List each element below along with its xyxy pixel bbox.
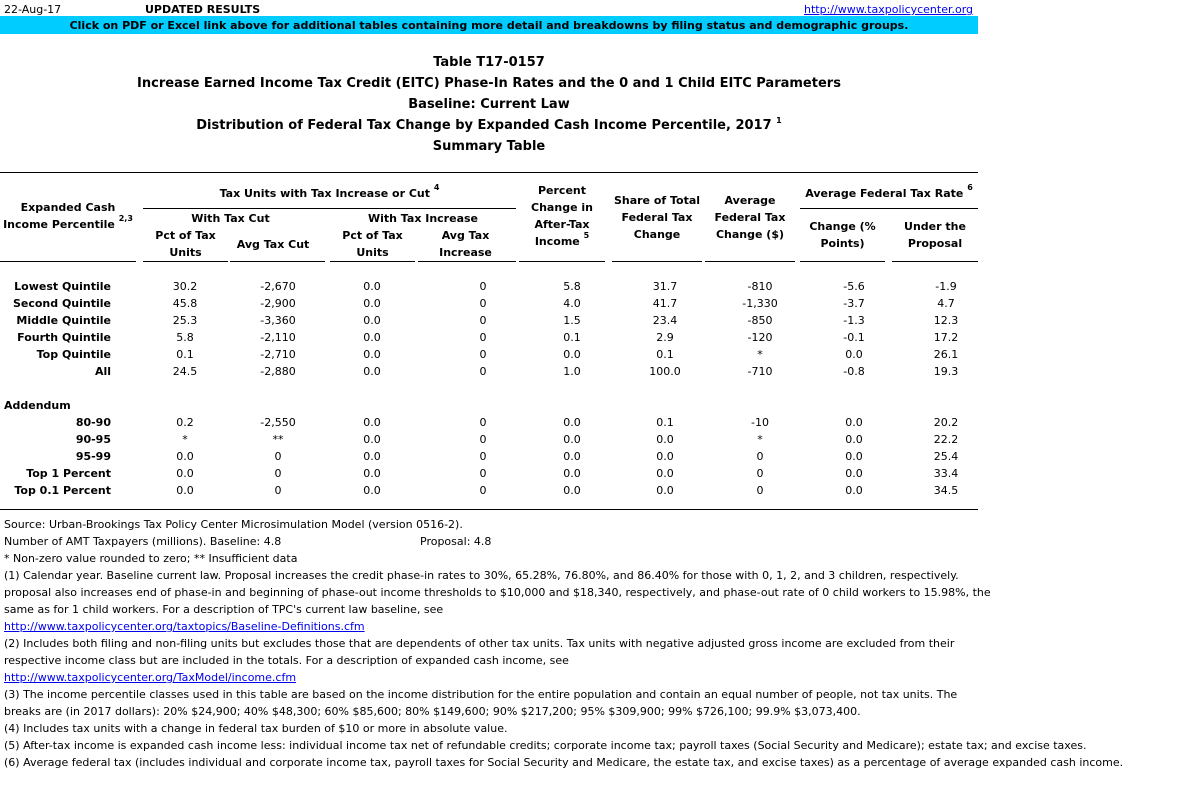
table-cell: 0.0 xyxy=(363,416,381,429)
table-cell: -2,550 xyxy=(260,416,296,429)
table-cell: -3.7 xyxy=(843,297,865,310)
col-tax-units-group: Tax Units with Tax Increase or Cut $^4$ xyxy=(219,183,440,200)
table-cell: 2.9 xyxy=(656,331,674,344)
title-line2: Baseline: Current Law xyxy=(408,97,570,112)
table-cell: -2,670 xyxy=(260,280,296,293)
table-cell: 0.0 xyxy=(656,484,674,497)
table-cell: 0.0 xyxy=(363,433,381,446)
table-cell: 22.2 xyxy=(933,433,959,446)
table-cell: 0.1 xyxy=(563,331,581,344)
avg-rate-rule xyxy=(800,208,978,209)
title-line3-text: Distribution of Federal Tax Change by Expanded Cash Income Percentile, 2017 xyxy=(196,118,772,133)
status-label: UPDATED RESULTS xyxy=(145,3,261,16)
table-cell: 0.0 xyxy=(563,433,581,446)
table-cell: ** xyxy=(272,433,284,446)
source-note: Source: Urban-Brookings Tax Policy Center Microsimulation Model (version 0516-2). xyxy=(4,518,463,531)
table-cell: 20.2 xyxy=(933,416,959,429)
header-bottom-rule xyxy=(0,261,136,262)
table-cell: 0.1 xyxy=(656,348,674,361)
table-cell: 0.0 xyxy=(363,280,381,293)
legend-note: * Non-zero value rounded to zero; ** Insufficient data xyxy=(4,552,298,565)
col-avg-tax-cut: Avg Tax Cut xyxy=(236,238,310,251)
table-cell: 0.2 xyxy=(176,416,194,429)
income-definition-link[interactable]: http://www.taxpolicycenter.org/TaxModel/income.cfm xyxy=(4,671,297,684)
table-cell: 30.2 xyxy=(172,280,198,293)
table-cell: 0.0 xyxy=(363,484,381,497)
table-cell: 0.0 xyxy=(563,467,581,480)
row-label: 80-90 xyxy=(75,416,111,429)
table-cell: -850 xyxy=(747,314,773,327)
table-cell: -1,330 xyxy=(742,297,778,310)
table-cell: 0 xyxy=(479,348,487,361)
table-cell: 0 xyxy=(479,297,487,310)
table-cell: 0.0 xyxy=(656,467,674,480)
row-label: 95-99 xyxy=(75,450,111,463)
table-cell: -2,710 xyxy=(260,348,296,361)
table-cell: 0 xyxy=(479,484,487,497)
row-label: Lowest Quintile xyxy=(14,280,111,293)
table-cell: -120 xyxy=(747,331,773,344)
row-label: All xyxy=(94,365,111,378)
col-rate-under: Under the Proposal xyxy=(904,220,966,250)
banner-text: Click on PDF or Excel link above for additional tables containing more detail and breakdowns by filing status and demographic groups. xyxy=(69,19,909,32)
title-footnote-ref: 1 xyxy=(776,116,782,125)
table-cell: 0.0 xyxy=(363,467,381,480)
table-cell: * xyxy=(757,433,763,446)
table-cell: 5.8 xyxy=(563,280,581,293)
title-line3 xyxy=(0,118,978,133)
table-cell: 0 xyxy=(479,416,487,429)
table-cell: 0.0 xyxy=(176,484,194,497)
table-cell: 0.0 xyxy=(363,450,381,463)
table-cell: -2,880 xyxy=(260,365,296,378)
table-cell: 17.2 xyxy=(933,331,959,344)
col-pct-units-inc: Pct of Tax Units xyxy=(342,229,403,259)
table-cell: 0 xyxy=(479,433,487,446)
row-label: Top 1 Percent xyxy=(26,467,111,480)
table-cell: 12.3 xyxy=(933,314,959,327)
col-share-total: Share of Total Federal Tax Change xyxy=(613,194,701,241)
footnote-2a: (2) Includes both filing and non-filing units but excludes those that are dependents of other tax units. Tax units with negative adjusted gross income are excluded from their xyxy=(4,637,955,650)
table-cell: 0.0 xyxy=(563,416,581,429)
table-cell: 19.3 xyxy=(933,365,959,378)
amt-proposal-note: Proposal: 4.8 xyxy=(420,535,492,548)
table-cell: 0.0 xyxy=(363,365,381,378)
table-cell: -810 xyxy=(747,280,773,293)
tax-units-rule xyxy=(143,208,516,209)
table-cell: 4.7 xyxy=(937,297,955,310)
col-avg-fed-change: Average Federal Tax Change ($) xyxy=(714,194,786,241)
footnote-2b: respective income class but are included in the totals. For a description of expanded cash income, see xyxy=(4,654,569,667)
footnote-3b: breaks are (in 2017 dollars): 20% $24,900; 40% $48,300; 60% $85,600; 80% $149,600; 90% $217,200; 95% $309,900; 99% $726,100; 99.9% $3,073,400. xyxy=(4,705,861,718)
table-cell: 0 xyxy=(756,450,764,463)
amt-note: Number of AMT Taxpayers (millions). Baseline: 4.8 xyxy=(4,535,282,548)
footnote-1a: (1) Calendar year. Baseline current law. Proposal increases the credit phase-in rates to 30%, 65.28%, 76.80%, and 86.40% for those with 0, 1, 2, and 3 children, respectively. xyxy=(4,569,959,582)
title-line4: Summary Table xyxy=(432,139,546,154)
col-avg-tax-inc: Avg Tax Increase xyxy=(439,229,492,259)
table-cell: 0.0 xyxy=(563,484,581,497)
table-cell: 0 xyxy=(756,467,764,480)
table-cell: 0.1 xyxy=(176,348,194,361)
footnote-4: (4) Includes tax units with a change in federal tax burden of $10 or more in absolute value. xyxy=(4,722,508,735)
table-cell: 0.0 xyxy=(176,467,194,480)
table-cell: 25.3 xyxy=(172,314,198,327)
table-id: Table T17-0157 xyxy=(433,55,545,70)
table-cell: -3,360 xyxy=(260,314,296,327)
row-label: Fourth Quintile xyxy=(17,331,111,344)
table-cell: 0.0 xyxy=(563,348,581,361)
table-cell: -710 xyxy=(747,365,773,378)
table-cell: 0.0 xyxy=(363,314,381,327)
table-cell: -0.8 xyxy=(843,365,865,378)
table-cell: 0.0 xyxy=(845,450,863,463)
table-cell: 0 xyxy=(756,484,764,497)
table-cell: 24.5 xyxy=(172,365,198,378)
row-label: Middle Quintile xyxy=(16,314,111,327)
table-cell: 0.0 xyxy=(363,331,381,344)
table-cell: 0.0 xyxy=(845,348,863,361)
table-cell: 34.5 xyxy=(933,484,959,497)
table-cell: 0.0 xyxy=(563,450,581,463)
table-cell: -1.9 xyxy=(935,280,957,293)
table-cell: -1.3 xyxy=(843,314,865,327)
table-cell: 4.0 xyxy=(563,297,581,310)
table-cell: * xyxy=(757,348,763,361)
table-cell: 0 xyxy=(479,314,487,327)
report-date: 22-Aug-17 xyxy=(4,3,62,16)
table-cell: 25.4 xyxy=(933,450,959,463)
table-cell: 100.0 xyxy=(649,365,681,378)
table-cell: 1.0 xyxy=(563,365,581,378)
table-cell: 0.0 xyxy=(363,348,381,361)
table-cell: 0.0 xyxy=(656,433,674,446)
table-cell: 0 xyxy=(274,484,282,497)
table-cell: 0 xyxy=(479,365,487,378)
table-cell: -2,900 xyxy=(260,297,296,310)
table-cell: 0.0 xyxy=(363,297,381,310)
table-cell: -0.1 xyxy=(843,331,865,344)
table-cell: 0.1 xyxy=(656,416,674,429)
table-cell: 0 xyxy=(479,331,487,344)
table-cell: 41.7 xyxy=(652,297,678,310)
table-cell: 0.0 xyxy=(845,416,863,429)
table-cell: 0.0 xyxy=(176,450,194,463)
table-cell: 1.5 xyxy=(563,314,581,327)
table-cell: 45.8 xyxy=(172,297,198,310)
table-cell: -2,110 xyxy=(260,331,296,344)
title-line1: Increase Earned Income Tax Credit (EITC) Phase-In Rates and the 0 and 1 Child EITC Parameters xyxy=(137,76,841,91)
table-cell: 0.0 xyxy=(656,450,674,463)
row-label: Top 0.1 Percent xyxy=(14,484,111,497)
col-avg-rate-group: Average Federal Tax Rate $^6$ xyxy=(805,183,973,200)
row-label: 90-95 xyxy=(75,433,111,446)
table-cell: 0 xyxy=(274,467,282,480)
col-with-tax-cut: With Tax Cut xyxy=(191,212,270,225)
table-cell: 31.7 xyxy=(652,280,678,293)
col-income-percentile: Expanded Cash Income Percentile $^{2,3}$ xyxy=(3,201,133,231)
col-rate-change: Change (% Points) xyxy=(809,220,876,250)
table-cell: -5.6 xyxy=(843,280,865,293)
baseline-definitions-link[interactable]: http://www.taxpolicycenter.org/taxtopics/Baseline-Definitions.cfm xyxy=(4,620,365,633)
table-cell: * xyxy=(182,433,188,446)
footnote-3a: (3) The income percentile classes used in this table are based on the income distribution for the entire population and contain an equal number of people, not tax units. The xyxy=(4,688,958,701)
col-pct-units-cut: Pct of Tax Units xyxy=(155,229,216,259)
table-cell: 5.8 xyxy=(176,331,194,344)
table-cell: 0 xyxy=(479,450,487,463)
site-link[interactable]: http://www.taxpolicycenter.org xyxy=(804,3,974,16)
footnote-5: (5) After-tax income is expanded cash income less: individual income tax net of refundable credits; corporate income tax; payroll taxes (Social Security and Medicare); estate tax; and excise taxes. xyxy=(4,739,1087,752)
footnote-1c: same as for 1 child workers. For a description of TPC's current law baseline, see xyxy=(4,603,444,616)
table-cell: 23.4 xyxy=(652,314,678,327)
table-cell: 0 xyxy=(479,467,487,480)
addendum-label: Addendum xyxy=(4,399,71,412)
table-cell: 0.0 xyxy=(845,484,863,497)
footnote-6: (6) Average federal tax (includes individual and corporate income tax, payroll taxes for Social Security and Medicare, the estate tax, and excise taxes) as a percentage of average expanded cash income. xyxy=(4,756,1124,769)
col-pct-change-aftertax: Percent Change in After-Tax Income $^5$ xyxy=(531,184,593,248)
table-cell: 0.0 xyxy=(845,433,863,446)
table-cell: 0 xyxy=(274,450,282,463)
table-cell: 0 xyxy=(479,280,487,293)
table-cell: 26.1 xyxy=(933,348,959,361)
table-cell: 33.4 xyxy=(933,467,959,480)
footnote-1b: proposal also increases end of phase-in and beginning of phase-out income thresholds to $10,000 and $18,340, respectively, and phase-out rate of 0 child workers to 15.98%, the xyxy=(4,586,991,599)
header-top-rule xyxy=(0,172,978,173)
row-label: Second Quintile xyxy=(12,297,111,310)
table-cell: 0.0 xyxy=(845,467,863,480)
col-with-tax-increase: With Tax Increase xyxy=(367,212,479,225)
table-cell: -10 xyxy=(751,416,769,429)
table-bottom-rule xyxy=(0,509,978,510)
row-label: Top Quintile xyxy=(36,348,111,361)
